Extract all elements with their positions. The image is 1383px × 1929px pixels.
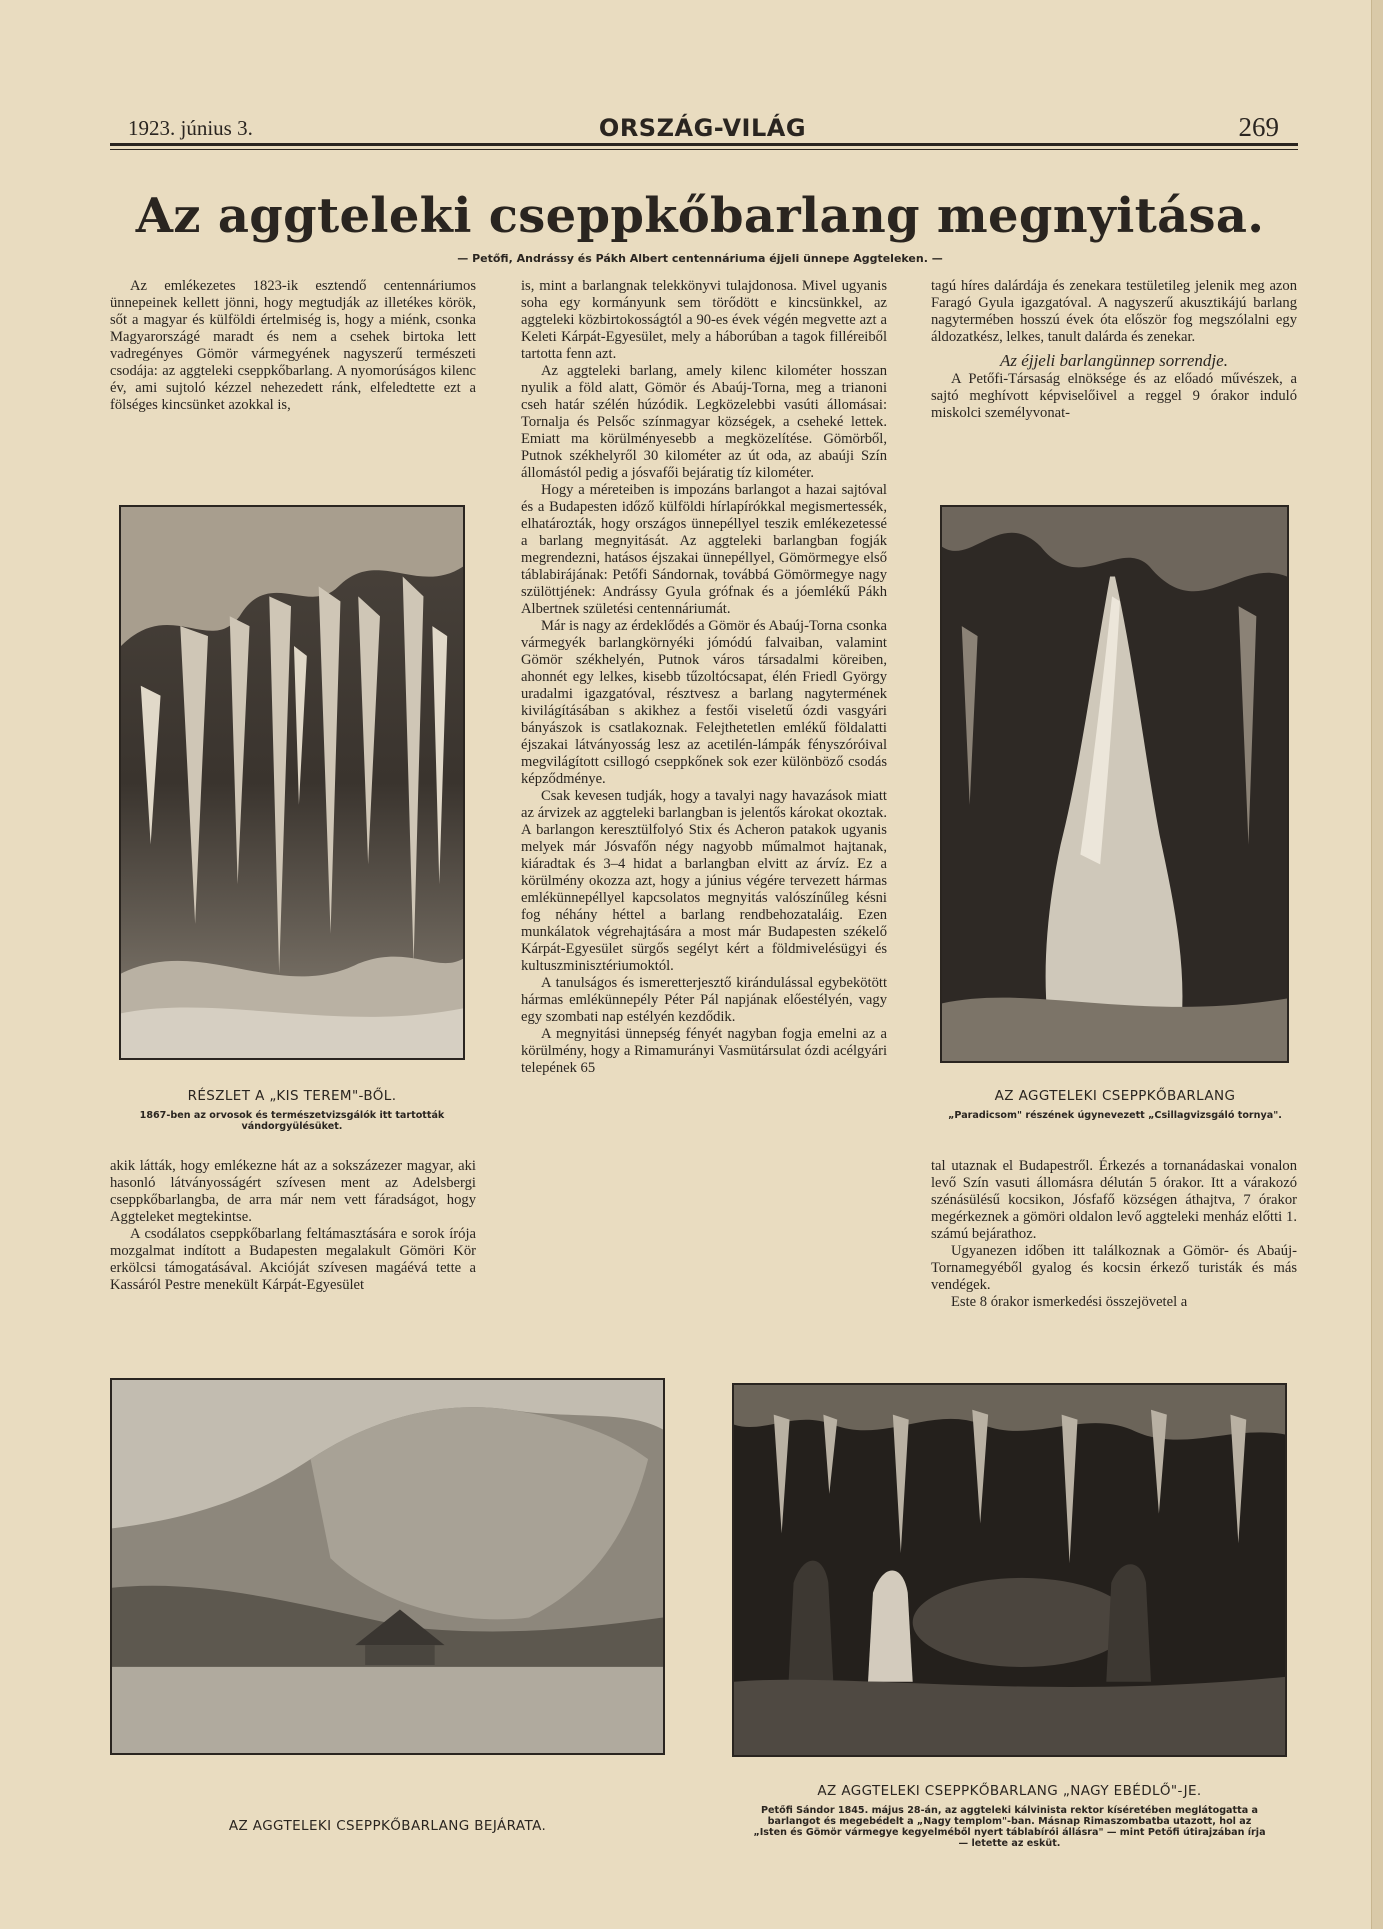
paragraph: Az aggteleki barlang, amely kilenc kilométer hosszan nyulik a föld alatt, Gömör és Abaúj-Torna, meg a trianoni cseh határ szélén húzódik. Legközelebbi vasúti állomásai: Tornalja és Pelsőc színmagyar községek, a cseheké lettek. Emiatt ma körülményesebb a megközelítése. Gömörből, Putnok székhelyről 30 kilométer az út oda, az abaúji Szín állomástól pedig a jósvafői bejáratig tíz kilométer. (521, 363, 887, 481)
caption-subtitle: 1867-ben az orvosok és természetvizsgálók itt tartották vándorgyülésüket. (139, 1110, 445, 1132)
paragraph: Este 8 órakor ismerkedési összejövetel a (951, 1294, 1188, 1310)
caption-subtitle: Petőfi Sándor 1845. május 28-án, az aggteleki kálvinista rektor kíséretében meglátogatta a barlangot és megebédelt a „Nagy templom"-ban. Másnap Rimaszombatba utazott, hol az „Isten és Gömör vármegye kegyelméből nyert táblabírói állásra" — mint Petőfi útirajzában írja — letette az esküt. (753, 1805, 1266, 1849)
column-1-top (110, 278, 476, 414)
stalagmite-tower-image (942, 507, 1287, 1061)
column-2 (521, 278, 887, 1077)
paragraph: A megnyitási ünnepség fényét nagyban fogja emelni az a körülmény, hogy a Rimamurányi Vasmütársulat ózdi acélgyári telepének 65 (521, 1026, 887, 1076)
paragraph: Hogy a méreteiben is impozáns barlangot a hazai sajtóval és a Budapesten időző külföldi hírlapírókkal megismertessék, elhatározták, hogy országos ünnepéllyel teszik emlékezetessé a barlang megnyitását. Az aggteleki barlangban fogják megrendezni, hatásos éjszakai ünnepéllyel, Gömörmegye első táblabirájának: Petőfi Sándornak, továbbá Gömörmegye nagy szülöttjének: Andrássy Gyula grófnak és a jóemlékű Pákh Albertnek születési centennáriumát. (521, 482, 887, 617)
paragraph: tal utaznak el Budapestről. Érkezés a tornanádaskai vonalon levő Szín vasuti állomásra délután 5 órakor. Itt a várakozó szénásülésű kocsikon, Jósfafő községen áthajtva, 7 órakor megérkeznek a gömöri oldalon levő aggteleki menház előtti 1. számú bejárathoz. (931, 1158, 1297, 1242)
section-heading: Az éjjeli barlangünnep sorrendje. (1000, 351, 1228, 370)
paragraph: Ugyanezen időben itt találkoznak a Gömör- és Abaúj-Tornamegyéből gyalog és kocsin érkező turisták és más vendégek. (931, 1243, 1297, 1293)
header-rule-thick (110, 143, 1298, 146)
paragraph: A Petőfi-Társaság elnöksége és az előadó művészek, a sajtó meghívott képviselőivel a reggel 9 órakor induló miskolci személyvonat- (931, 371, 1297, 421)
column-3-bottom (931, 1158, 1297, 1311)
caption-title: AZ AGGTELEKI CSEPPKŐBARLANG BEJÁRATA. (228, 1818, 547, 1834)
page-header (110, 112, 1295, 146)
caption-title: RÉSZLET A „KIS TEREM"-BŐL. (187, 1088, 397, 1104)
column-3-top (931, 278, 1297, 422)
article-title: Az aggteleki cseppkőbarlang megnyitása. (135, 188, 1265, 244)
paragraph: Csak kevesen tudják, hogy a tavalyi nagy havazások miatt az árvizek az aggteleki barlangban is jelentős károkat okoztak. A barlangon keresztülfolyó Stix és Acheron patakok ugyanis melyek már Jósvafőn négy nagyobb műmalmot hajtanak, kiáradtak és 3–4 hidat a barlangban elvitt az árvíz. Ez a körülmény okozza azt, hogy a június végére tervezett hármas emlékünnepéllyel kapcsolatos megnyitás valószínűleg késni fog néhány héttel a barlang rendbehozataláig. Ezen munkálatok végrehajtására a most már Budapesten székelő Kárpát-Egyesület sürgős segélyt kért a földmivelésügyi és kultuszminisztériumoktól. (521, 788, 887, 974)
paragraph: A tanulságos és ismeretterjesztő kirándulással egybekötött hármas emlékünnepély Péter Pál napjának előestélyén, vagy egy szombati nap estélyén kezdődik. (521, 975, 887, 1025)
issue-date: 1923. június 3. (128, 116, 253, 140)
paragraph: is, mint a barlangnak telekkönyvi tulajdonosa. Mivel ugyanis soha egy kormányunk sem törődött e kincsünkkel, az aggteleki közbirtokosságtól a 90-es évek végén megvette azt a Keleti Kárpát-Egyesület, mely a háborúban a tagok filléreiből tartotta fenn azt. (521, 278, 887, 362)
masthead: ORSZÁG-VILÁG (598, 114, 807, 142)
caption-subtitle: „Paradicsom" részének úgynevezett „Csillagvizsgáló tornya". (948, 1110, 1282, 1121)
column-1-bottom (110, 1158, 476, 1294)
page-edge (1371, 0, 1383, 1929)
caption-ebedlo (732, 1783, 1287, 1849)
header-rule-thin (110, 149, 1298, 150)
cave-entrance-landscape-image (112, 1380, 663, 1753)
paragraph: Már is nagy az érdeklődés a Gömör és Abaúj-Torna csonka vármegyék barlangkörnyéki jómódú falvaiban, valamint Gömör székhelyén, Putnok város társadalmi köreiben, ahonnét egy lelkes, kisebb tűzoltócsapat, élén Friedl György uradalmi igazgatóval, résztvesz a barlang nagytermének kivilágításában s akikhez a festői viseletű ózdi vasgyári bányászok is csatlakoznak. Felejthetetlen emlékű földalatti éjszakai látványosság lesz az acetilén-lámpák fényszóróival megvilágított csillogó cseppkőnek sok ezer különböző csodás képződménye. (521, 618, 887, 787)
photo-kis-terem (119, 505, 465, 1060)
cave-dining-hall-image (734, 1385, 1285, 1755)
article-subtitle: — Petőfi, Andrássy és Pákh Albert centennáriuma éjjeli ünnepe Aggteleken. — (457, 252, 943, 265)
caption-kis-terem (119, 1088, 465, 1132)
paragraph: A csodálatos cseppkőbarlang feltámasztására e sorok írója mozgalmat indított a Budapesten megalakult Gömöri Kör erkölcsi támogatásával. Akcióját szívesen magáévá tette a Kassáról Pestre menekült Kárpát-Egyesület (110, 1226, 476, 1293)
photo-csillagvizsgalo-torony (940, 505, 1289, 1063)
paragraph: akik látták, hogy emlékezne hát az a sokszázezer magyar, aki hasonló látványosságért szívesen ment az Adelsbergi cseppkőbarlangba, de arra már nem vett fáradságot, hogy Aggteleket megtekintse. (110, 1158, 476, 1225)
cave-stalactites-image (121, 507, 463, 1058)
photo-barlang-bejarat (110, 1378, 665, 1755)
caption-title: AZ AGGTELEKI CSEPPKŐBARLANG „NAGY EBÉDLŐ"-JE. (817, 1783, 1202, 1799)
page-number: 269 (1238, 112, 1279, 142)
paragraph: tagú híres dalárdája és zenekara testületileg jelenik meg azon Faragó Gyula igazgatóval. A nagyszerű akusztikájú barlang nagytermében hosszú évek óta először fog megszólalni egy áldozatkész, lelkes, tanult dalárda és zenekar. (931, 278, 1297, 345)
caption-title: AZ AGGTELEKI CSEPPKŐBARLANG (994, 1088, 1236, 1104)
caption-csillagvizsgalo (935, 1088, 1295, 1121)
photo-nagy-ebedlo (732, 1383, 1287, 1757)
caption-bejarat (110, 1818, 665, 1834)
paragraph: Az emlékezetes 1823-ik esztendő centennáriumos ünnepeinek kellett jönni, hogy megtudják az illetékes körök, sőt a magyar és külföldi értelmiség is, hogy a miénk, csonka Magyarországé maradt és nem a csehek birtoka lett vadregényes Gömör vármegyének nagyszerű természeti csodája: az aggteleki cseppkőbarlang. A nyomorúságos kilenc év, ami sujtoló kézzel nehezedett ránk, elfeledtette ezt a fölséges kincsünket azokkal is, (110, 278, 476, 413)
